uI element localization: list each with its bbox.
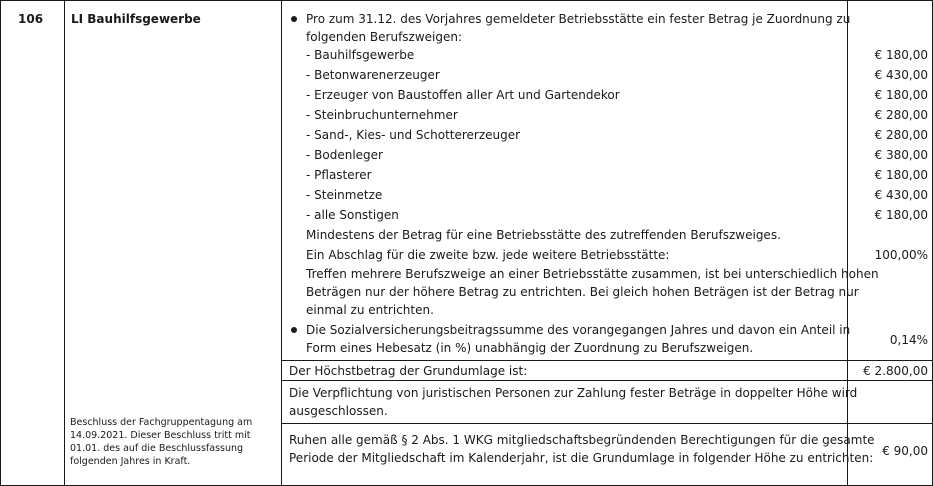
- trade-amount: € 280,00: [874, 128, 928, 142]
- legal-line: Die Verpflichtung von juristischen Personen zur Zahlung fester Beträge in doppelter Höhe wird: [289, 386, 858, 400]
- trade-amount: € 180,00: [874, 48, 928, 62]
- discount-text: Ein Abschlag für die zweite bzw. jede weitere Betriebsstätte:: [306, 248, 670, 262]
- dormant-line: Periode der Mitgliedschaft im Kalenderjahr, ist die Grundumlage in folgender Höhe zu entrichten:: [289, 451, 874, 465]
- discount-value: 100,00%: [874, 248, 928, 262]
- trade-label: - Steinmetze: [306, 188, 383, 202]
- row-divider: [282, 380, 932, 381]
- multi-trade-line: Beträgen nur der höhere Betrag zu entrichten. Bei gleich hohen Beträgen ist der Betrag nur: [306, 285, 859, 299]
- trade-label: - Bodenleger: [306, 148, 383, 162]
- intro-line: Pro zum 31.12. des Vorjahres gemeldeter Betriebsstätte ein fester Betrag je Zuordnung zu: [306, 12, 851, 26]
- trade-amount: € 180,00: [874, 88, 928, 102]
- note-line: Beschluss der Fachgruppentagung am: [70, 417, 253, 428]
- trade-amount: € 430,00: [874, 68, 928, 82]
- max-text: Der Höchstbetrag der Grundumlage ist:: [289, 364, 528, 378]
- trade-amount: € 430,00: [874, 188, 928, 202]
- column-divider: [847, 1, 848, 485]
- multi-trade-line: einmal zu entrichten.: [306, 303, 434, 317]
- trade-label: - Sand-, Kies- und Schottererzeuger: [306, 128, 521, 142]
- trade-label: - Pflasterer: [306, 168, 372, 182]
- dormant-line: Ruhen alle gemäß § 2 Abs. 1 WKG mitgliedschaftsbegründenden Berechtigungen für die gesamte: [289, 433, 875, 447]
- trade-label: - Betonwarenerzeuger: [306, 68, 440, 82]
- trade-label: - alle Sonstigen: [306, 208, 399, 222]
- trade-amount: € 180,00: [874, 208, 928, 222]
- row-title: LI Bauhilfsgewerbe: [71, 12, 201, 26]
- legal-line: ausgeschlossen.: [289, 404, 388, 418]
- intro-line: folgenden Berufszweigen:: [306, 30, 463, 44]
- max-value: € 2.800,00: [863, 364, 928, 378]
- trade-label: - Bauhilfsgewerbe: [306, 48, 415, 62]
- row-divider: [282, 423, 932, 424]
- social-line: Form eines Hebesatz (in %) unabhängig der Zuordnung zu Berufszweigen.: [306, 341, 754, 355]
- column-divider: [281, 1, 282, 485]
- note-line: folgenden Jahres in Kraft.: [70, 456, 191, 467]
- dormant-value: € 90,00: [882, 444, 928, 458]
- trade-amount: € 280,00: [874, 108, 928, 122]
- social-line: Die Sozialversicherungsbeitragssumme des vorangegangen Jahres und davon ein Anteil in: [306, 323, 851, 337]
- column-divider: [64, 1, 65, 485]
- minimum-text: Mindestens der Betrag für eine Betriebsstätte des zutreffenden Berufszweiges.: [306, 228, 781, 242]
- note-line: 14.09.2021. Dieser Beschluss tritt mit: [70, 430, 251, 441]
- trade-amount: € 180,00: [874, 168, 928, 182]
- resolution-note: [70, 416, 252, 468]
- note-line: 01.01. des auf die Beschlussfassung: [70, 443, 244, 454]
- trade-amount: € 380,00: [874, 148, 928, 162]
- trade-label: - Steinbruchunternehmer: [306, 108, 458, 122]
- multi-trade-line: Treffen mehrere Berufszweige an einer Betriebsstätte zusammen, ist bei unterschiedlich hohen: [306, 267, 879, 281]
- bullet-icon: [291, 16, 297, 22]
- social-value: 0,14%: [889, 333, 928, 347]
- row-divider: [282, 360, 932, 361]
- row-number: 106: [18, 12, 44, 26]
- bullet-icon: [291, 327, 297, 333]
- trade-label: - Erzeuger von Baustoffen aller Art und Gartendekor: [306, 88, 620, 102]
